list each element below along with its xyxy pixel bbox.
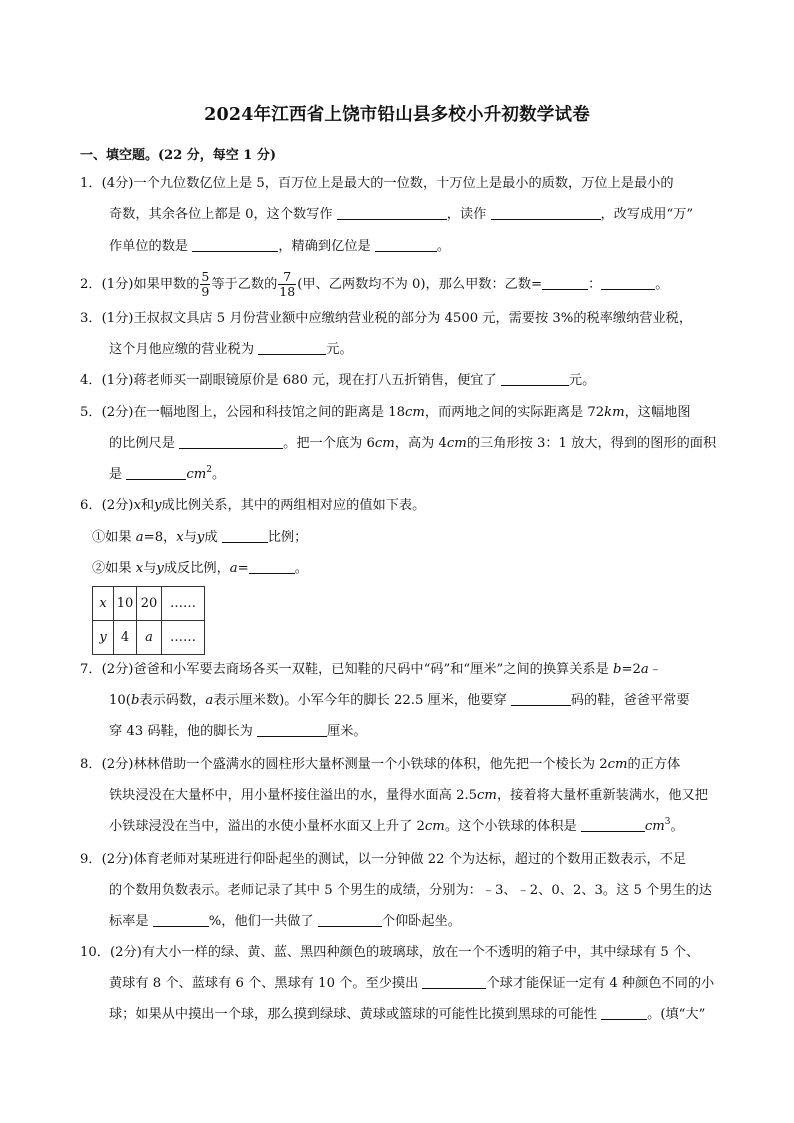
q3-line-2: 这个月他应缴的营业税为 元。 bbox=[109, 342, 353, 357]
q1-line-1: 1．(4分)一个九位数亿位上是 5，百万位上是最大的一位数，十万位上是最小的质数，万位上是最小的 bbox=[80, 176, 674, 191]
q7-line-1: 7．(2分)爸爸和小军要去商场各买一双鞋，已知鞋的尺码中“码”和“厘米”之间的换算关系是 b=2a﹣ bbox=[80, 662, 662, 677]
q8-line-3: 小铁球浸没在当中，溢出的水使小量杯水面又上升了 2cm。这个小铁球的体积是 $cm^3$。 bbox=[109, 817, 684, 834]
q8-line-2: 铁块浸没在大量杯中，用小量杯接住溢出的水，量得水面高 2.5cm，接着将大量杯重新装满水，他又把 bbox=[109, 788, 708, 803]
section-heading: 一、填空题。(22 分，每空 1 分) bbox=[80, 148, 277, 163]
answer-blank[interactable] bbox=[501, 372, 569, 386]
q2-line: 2．(1分)如果甲数的 $\frac{5}{9}$ 等于乙数的 $\frac{7}{18}$ (甲、乙两数均不为 0)，那么甲数：乙数= ： 。 bbox=[80, 269, 669, 299]
q8-line-1: 8．(2分)林林借助一个盛满水的圆柱形大量杯测量一个小铁球的体积，他先把一个棱长为 2cm的正方体 bbox=[80, 757, 681, 772]
xy-value-table bbox=[92, 586, 205, 655]
fraction-5-9: $\frac{5}{9}$ bbox=[201, 269, 210, 299]
q7-line-2: 10(b表示码数，a表示厘米数)。小军今年的脚长 22.5 厘米，他要穿 码的鞋，爸爸平常要 bbox=[109, 693, 690, 708]
q7-line-3: 穿 43 码鞋，他的脚长为 厘米。 bbox=[109, 724, 367, 739]
q9-line-1: 9．(2分)体育老师对某班进行仰卧起坐的测试，以一分钟做 22 个为达标，超过的个数用正数表示，不足 bbox=[80, 852, 687, 867]
answer-blank[interactable] bbox=[257, 723, 327, 737]
q4-line: 4．(1分)蒋老师买一副眼镜原价是 680 元，现在打八五折销售，便宜了 元。 bbox=[80, 373, 596, 388]
q1-line-3: 作单位的数是 ，精确到亿位是 。 bbox=[109, 239, 451, 254]
answer-blank[interactable] bbox=[179, 435, 283, 449]
q9-line-3: 标率是 %，他们一共做了 个仰卧起坐。 bbox=[109, 914, 461, 929]
q6-sub-2: ②如果 x与y成反比例，a= 。 bbox=[92, 561, 308, 576]
q10-line-3: 球；如果从中摸出一个球，那么摸到绿球、黄球或篮球的可能性比摸到黑球的可能性 。(填“大” bbox=[109, 1007, 706, 1022]
fraction-7-18: $\frac{7}{18}$ bbox=[279, 269, 296, 299]
q10-line-2: 黄球有 8 个、蓝球有 6 个、黑球有 10 个。至少摸出 个球才能保证一定有 4 种颜色不同的小 bbox=[109, 976, 715, 991]
answer-blank[interactable] bbox=[318, 913, 382, 927]
answer-blank[interactable] bbox=[581, 818, 645, 832]
answer-blank[interactable] bbox=[601, 1006, 647, 1020]
q5-line-2: 的比例尺是 。把一个底为 6cm，高为 4cm的三角形按 3：1 放大，得到的图形的面积 bbox=[109, 436, 717, 451]
q5-line-1: 5．(2分)在一幅地图上，公园和科技馆之间的距离是 18cm，而两地之间的实际距离是 72km，这幅地图 bbox=[80, 405, 691, 420]
answer-blank[interactable] bbox=[542, 276, 588, 290]
answer-blank[interactable] bbox=[258, 341, 326, 355]
table-row: x 10 20 …… bbox=[93, 587, 205, 621]
answer-blank[interactable] bbox=[375, 238, 437, 252]
q1-line-2: 奇数，其余各位上都是 0，这个数写作 ，读作 ，改写成用“万” bbox=[109, 207, 694, 222]
q6-line-1: 6．(2分)x和y成比例关系，其中的两组相对应的值如下表。 bbox=[80, 498, 426, 513]
q3-line-1: 3．(1分)王叔叔文具店 5 月份营业额中应缴纳营业税的部分为 4500 元，需要按 3%的税率缴纳营业税， bbox=[80, 311, 693, 326]
q10-line-1: 10．(2分)有大小一样的绿、黄、蓝、黑四种颜色的玻璃球，放在一个不透明的箱子中，其中绿球有 5 个、 bbox=[80, 945, 700, 960]
q6-sub-1: ①如果 a=8，x与y成 比例； bbox=[92, 530, 308, 545]
answer-blank[interactable] bbox=[511, 692, 571, 706]
answer-blank[interactable] bbox=[601, 276, 655, 290]
answer-blank[interactable] bbox=[422, 975, 486, 989]
page-title: 2024年江西省上饶市铅山县多校小升初数学试卷 bbox=[204, 105, 590, 125]
table-row: y 4 a …… bbox=[93, 621, 205, 655]
q9-line-2: 的个数用负数表示。老师记录了其中 5 个男生的成绩，分别为：﹣3、﹣2、0、2、3。这 5 个男生的达 bbox=[109, 883, 712, 898]
answer-blank[interactable] bbox=[126, 466, 186, 480]
answer-blank[interactable] bbox=[222, 529, 268, 543]
answer-blank[interactable] bbox=[337, 206, 447, 220]
answer-blank[interactable] bbox=[192, 238, 278, 252]
answer-blank[interactable] bbox=[249, 560, 295, 574]
answer-blank[interactable] bbox=[491, 206, 601, 220]
answer-blank[interactable] bbox=[153, 913, 209, 927]
q5-line-3: 是 $cm^2$。 bbox=[109, 465, 226, 482]
